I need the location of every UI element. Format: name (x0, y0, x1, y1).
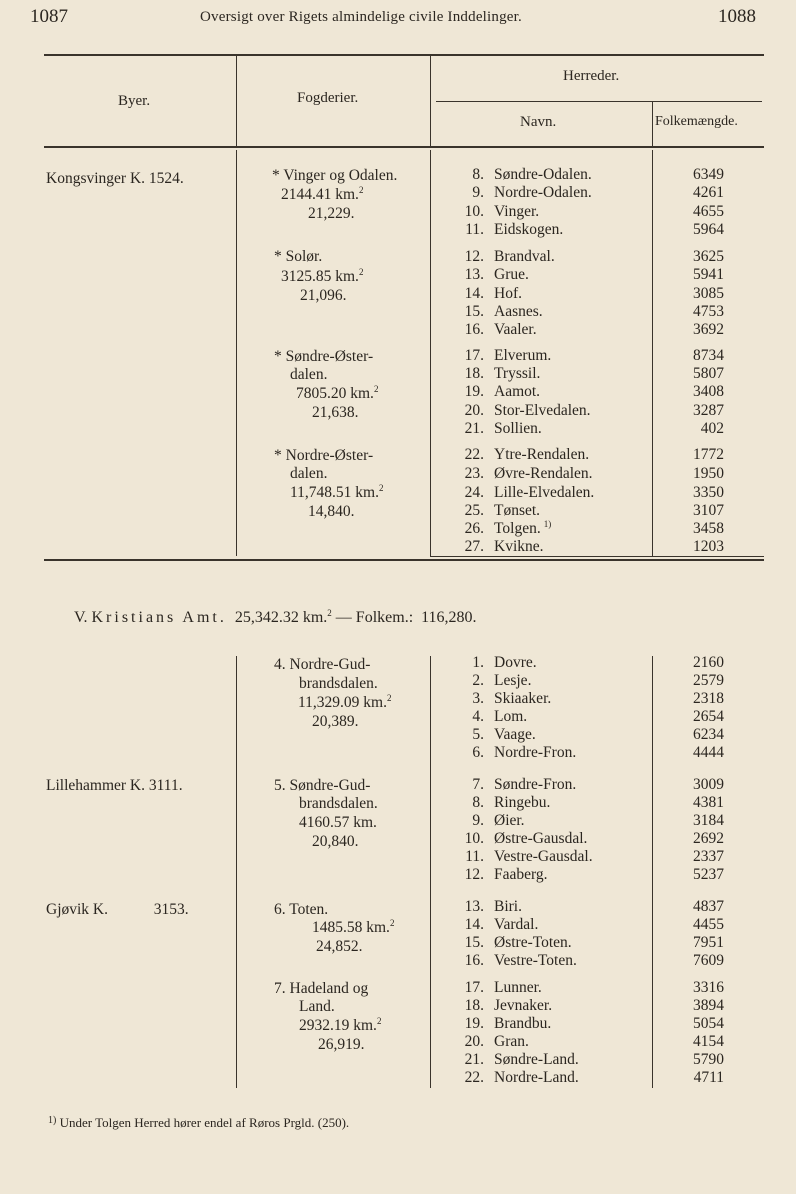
by-number: 1524. (148, 170, 184, 187)
herred-name: Dovre. (494, 654, 537, 671)
herred-number: 11. (465, 848, 484, 865)
herred-population: 1203 (693, 538, 724, 555)
fogderi-area: 2144.41 km.$^2$ (281, 185, 364, 203)
herred-population: 3625 (693, 248, 724, 265)
herred-name: Skiaaker. (494, 690, 552, 707)
herred-name: Grue. (494, 266, 529, 283)
herred-name: Tolgen. $^{1)}$ (494, 519, 552, 537)
herred-number: 8. (472, 166, 484, 183)
by-lillehammer (46, 777, 183, 795)
herred-number: 10. (464, 830, 484, 847)
herred-name: Gran. (494, 1033, 529, 1050)
by-gjovik (46, 901, 189, 919)
fogderi-name-cont: dalen. (290, 366, 328, 383)
herred-population: 4444 (693, 744, 724, 761)
herred-number: 10. (464, 203, 484, 220)
fogderi-name-cont: Land. (299, 998, 335, 1015)
herred-population: 4154 (693, 1033, 724, 1050)
herred-population: 4837 (693, 898, 724, 915)
by-kongsvinger (46, 170, 184, 188)
herred-number: 12. (464, 248, 484, 265)
fogderi-population: 20,840. (312, 833, 359, 850)
by-name: Kongsvinger K. (46, 170, 146, 187)
herred-population: 7951 (693, 934, 724, 951)
herred-name: Vinger. (494, 203, 540, 220)
herred-number: 20. (464, 1033, 484, 1050)
fogderi-population: 14,840. (308, 503, 355, 520)
herred-name: Østre-Toten. (494, 934, 572, 951)
herred-population: 2654 (693, 708, 724, 725)
fogderi-name-cont: dalen. (290, 465, 328, 482)
herred-number: 15. (464, 303, 484, 320)
herred-name: Vaage. (494, 726, 536, 743)
fogderi-area: 4160.57 km. (299, 814, 377, 831)
herred-population: 3894 (693, 997, 724, 1014)
herred-name: Lom. (494, 708, 528, 725)
herred-population: 1772 (693, 446, 724, 463)
fogderi-name: 7. Hadeland og (274, 980, 369, 997)
herred-name: Lille-Elvedalen. (494, 484, 595, 501)
s1-bottom-rule (44, 559, 764, 561)
herred-number: 16. (464, 321, 484, 338)
fogderi-population: 20,389. (312, 713, 359, 730)
herred-population: 2337 (693, 848, 724, 865)
herred-name: Hof. (494, 285, 522, 302)
herred-name: Lunner. (494, 979, 542, 996)
herred-number: 19. (464, 383, 484, 400)
herred-population: 8734 (693, 347, 724, 364)
herred-number: 7. (472, 776, 484, 793)
herred-population: 4455 (693, 916, 724, 933)
herred-name: Nordre-Land. (494, 1069, 579, 1086)
amt-dash: — (335, 609, 352, 626)
herred-name: Aamot. (494, 383, 541, 400)
herred-name: Lesje. (494, 672, 532, 689)
herred-name: Tønset. (494, 502, 541, 519)
herred-population: 5807 (693, 365, 724, 382)
herred-number: 13. (464, 266, 484, 283)
herred-population: 402 (700, 420, 724, 437)
herred-number: 14. (464, 285, 484, 302)
herred-number: 8. (472, 794, 484, 811)
fogderi-name: * Nordre-Øster- (274, 447, 374, 464)
herred-population: 3184 (693, 812, 724, 829)
col-header-byer: Byer. (118, 93, 151, 109)
col-header-navn: Navn. (520, 114, 557, 130)
herred-number: 26. (464, 520, 484, 537)
s1-divider-1 (236, 150, 237, 556)
herred-name: Vestre-Toten. (494, 952, 577, 969)
herred-name: Tryssil. (494, 365, 541, 382)
herred-name: Eidskogen. (494, 221, 564, 238)
herreder-subrule (436, 101, 762, 102)
s2-divider-1 (236, 656, 237, 1088)
fogderi-area: 1485.58 km.$^2$ (312, 918, 395, 936)
amt-folkem-label: Folkem.: (355, 609, 414, 626)
herred-name: Vestre-Gausdal. (494, 848, 593, 865)
herred-number: 24. (464, 484, 484, 501)
herred-name: Biri. (494, 898, 522, 915)
herred-population: 2318 (693, 690, 724, 707)
herred-number: 25. (464, 502, 484, 519)
herred-population: 3316 (693, 979, 724, 996)
herred-number: 2. (472, 672, 484, 689)
herred-number: 12. (464, 866, 484, 883)
header-divider-2 (430, 56, 431, 146)
herred-number: 9. (472, 812, 484, 829)
herred-name: Jevnaker. (494, 997, 553, 1014)
s2-divider-3 (652, 656, 653, 1088)
s1-divider-2 (430, 150, 431, 556)
fogderi-area: 11,748.51 km.$^2$ (290, 483, 384, 501)
herred-number: 5. (472, 726, 484, 743)
herred-name: Øier. (494, 812, 525, 829)
herred-name: Vaaler. (494, 321, 537, 338)
herred-population: 4753 (693, 303, 724, 320)
left-page-number: 1087 (30, 6, 68, 27)
herred-population: 2579 (693, 672, 724, 689)
header-divider-1 (236, 56, 237, 146)
herred-population: 4655 (693, 203, 724, 220)
herred-population: 3350 (693, 484, 724, 501)
herred-number: 9. (472, 184, 484, 201)
herred-number: 27. (464, 538, 484, 555)
fogderi-name-cont: brandsdalen. (299, 795, 378, 812)
s2-divider-2 (430, 656, 431, 1088)
by-name: Gjøvik K. (46, 901, 108, 918)
table-top-rule (44, 54, 764, 56)
herred-number: 17. (464, 347, 484, 364)
herred-name: Nordre-Odalen. (494, 184, 592, 201)
fogderi-name: 4. Nordre-Gud- (274, 656, 371, 673)
herred-population: 1950 (693, 465, 724, 482)
footnote-ref: 1) (543, 519, 552, 529)
col-header-herreder: Herreder. (563, 68, 620, 84)
right-page-number: 1088 (718, 6, 756, 27)
herred-population: 5964 (693, 221, 724, 238)
herred-number: 18. (464, 997, 484, 1014)
herred-name: Øvre-Rendalen. (494, 465, 593, 482)
fogderi-population: 21,096. (300, 287, 347, 304)
page-title: Oversigt over Rigets almindelige civile Inddelinger. (200, 9, 522, 25)
s1-last-row-rule (430, 556, 764, 557)
herred-population: 3408 (693, 383, 724, 400)
herred-name: Søndre-Land. (494, 1051, 579, 1068)
fogderi-area: 11,329.09 km.$^2$ (298, 693, 392, 711)
amt-name: Kristians Amt. (91, 609, 227, 626)
amt-roman: V. (74, 609, 88, 626)
herred-name: Faaberg. (494, 866, 548, 883)
herred-number: 20. (464, 402, 484, 419)
herred-number: 17. (464, 979, 484, 996)
fogderi-population: 21,229. (308, 205, 355, 222)
herred-number: 22. (464, 1069, 484, 1086)
herred-population: 4711 (693, 1069, 724, 1086)
herred-number: 11. (465, 221, 484, 238)
fogderi-area: 3125.85 km.$^2$ (281, 267, 364, 285)
herred-population: 3085 (693, 285, 724, 302)
fogderi-name: * Solør. (274, 248, 323, 265)
herred-population: 3458 (693, 520, 724, 537)
herred-number: 16. (464, 952, 484, 969)
herred-number: 3. (472, 690, 484, 707)
herred-number: 15. (464, 934, 484, 951)
herred-number: 23. (464, 465, 484, 482)
fogderi-name: 6. Toten. (274, 901, 329, 918)
herred-population: 6349 (693, 166, 724, 183)
herred-number: 21. (464, 1051, 484, 1068)
herred-population: 2692 (693, 830, 724, 847)
herred-population: 2160 (693, 654, 724, 671)
herred-name: Kvikne. (494, 538, 544, 555)
herred-name: Østre-Gausdal. (494, 830, 588, 847)
herred-name: Søndre-Fron. (494, 776, 577, 793)
herred-population: 3009 (693, 776, 724, 793)
herred-name: Brandbu. (494, 1015, 552, 1032)
herred-number: 13. (464, 898, 484, 915)
fogderi-population: 24,852. (316, 938, 363, 955)
fogderi-population: 26,919. (318, 1036, 365, 1053)
fogderi-area: 2932.19 km.$^2$ (299, 1016, 382, 1034)
fogderi-name: * Vinger og Odalen. (272, 167, 398, 184)
herred-number: 21. (464, 420, 484, 437)
herred-number: 4. (472, 708, 484, 725)
herred-population: 4261 (693, 184, 724, 201)
herred-name: Ytre-Rendalen. (494, 446, 590, 463)
herred-population: 5941 (693, 266, 724, 283)
herred-population: 3287 (693, 402, 724, 419)
herred-name: Brandval. (494, 248, 555, 265)
footnote-text: Under Tolgen Herred hører endel af Røros Prgld. (250). (59, 1115, 350, 1130)
herred-name: Aasnes. (494, 303, 543, 320)
herred-number: 14. (464, 916, 484, 933)
herred-population: 4381 (693, 794, 724, 811)
amt-heading: V. Kristians Amt. 25,342.32 km.$^2$ — Folkem.: 116,280. (74, 608, 477, 626)
herred-name: Nordre-Fron. (494, 744, 577, 761)
herred-population: 5054 (693, 1015, 724, 1032)
fogderi-name-cont: brandsdalen. (299, 675, 378, 692)
by-name: Lillehammer K. (46, 777, 145, 794)
footnote (48, 1115, 349, 1131)
header-divider-3 (652, 102, 653, 146)
herred-number: 6. (472, 744, 484, 761)
herred-name: Ringebu. (494, 794, 551, 811)
amt-area: 25,342.32 km. (234, 609, 328, 626)
header-bottom-rule (44, 146, 764, 148)
herred-number: 22. (464, 446, 484, 463)
herred-population: 5237 (693, 866, 724, 883)
herred-population: 3107 (693, 502, 724, 519)
herred-population: 3692 (693, 321, 724, 338)
herred-number: 1. (472, 654, 484, 671)
herred-population: 5790 (693, 1051, 724, 1068)
herred-number: 18. (464, 365, 484, 382)
herred-name: Stor-Elvedalen. (494, 402, 591, 419)
herred-name: Elverum. (494, 347, 552, 364)
herred-population: 6234 (693, 726, 724, 743)
footnote-marker: 1) (48, 1115, 57, 1126)
by-number: 3153. (153, 901, 189, 918)
s1-divider-3 (652, 150, 653, 556)
herred-number: 19. (464, 1015, 484, 1032)
col-header-folkemaengde: Folkemængde. (655, 114, 738, 129)
col-header-fogderier: Fogderier. (297, 90, 359, 106)
by-number: 3111. (148, 777, 183, 794)
fogderi-population: 21,638. (312, 404, 359, 421)
fogderi-name: * Søndre-Øster- (274, 348, 374, 365)
amt-population: 116,280. (421, 609, 477, 626)
herred-name: Sollien. (494, 420, 542, 437)
fogderi-area: 7805.20 km.$^2$ (296, 384, 379, 402)
herred-name: Vardal. (494, 916, 539, 933)
fogderi-name: 5. Søndre-Gud- (274, 777, 371, 794)
herred-name: Søndre-Odalen. (494, 166, 592, 183)
herred-population: 7609 (693, 952, 724, 969)
